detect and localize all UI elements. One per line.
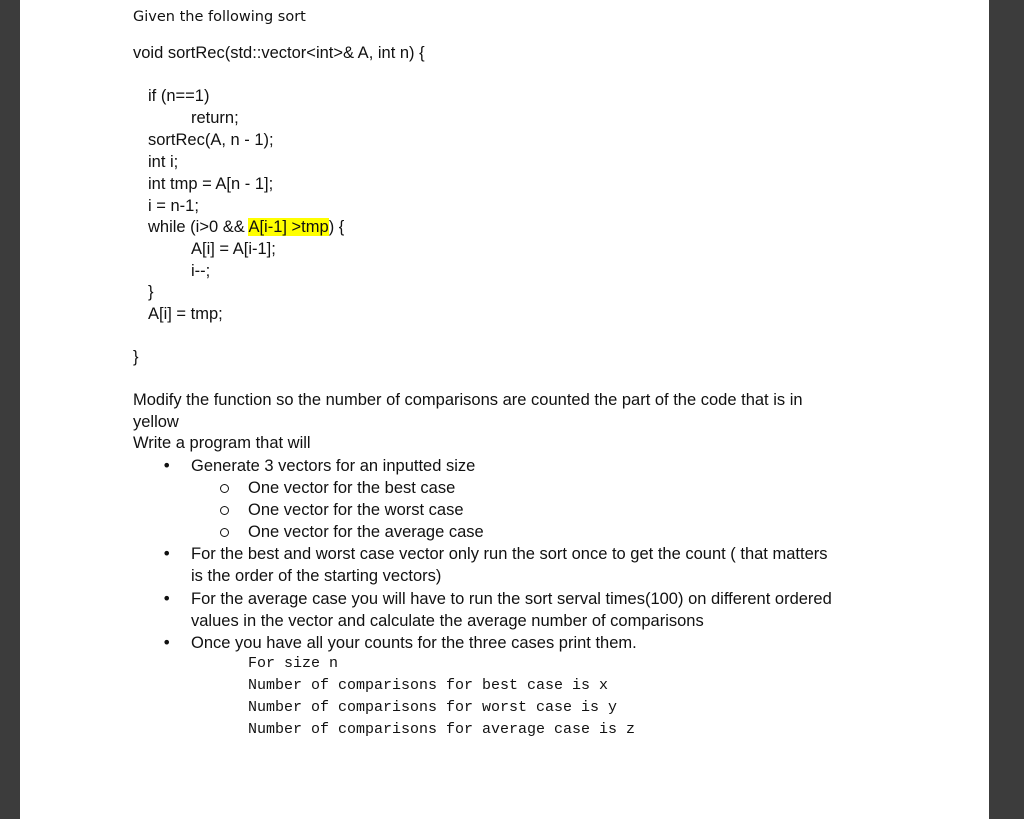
code-line-int-i: int i; — [148, 153, 179, 171]
sub-bullet-average-case: One vector for the average case — [248, 523, 484, 541]
while-suffix: ) { — [328, 218, 345, 236]
code-line-if: if (n==1) — [148, 87, 210, 105]
bullet-icon: • — [162, 589, 172, 608]
code-line-place: A[i] = tmp; — [148, 305, 223, 323]
code-line-return: return; — [191, 109, 239, 127]
output-average-case-line: Number of comparisons for average case is z — [248, 721, 636, 738]
bullet-print-counts: Once you have all your counts for the three cases print them. — [191, 634, 637, 652]
bullet-best-worst-line2: is the order of the starting vectors) — [191, 567, 442, 585]
page-header: Given the following sort — [133, 9, 306, 25]
modify-instruction-line2: yellow — [133, 413, 179, 431]
modify-instruction-line1: Modify the function so the number of comparisons are counted the part of the code that is in — [133, 391, 803, 409]
code-outer-close-brace: } — [133, 348, 139, 366]
bullet-generate-vectors: Generate 3 vectors for an inputted size — [191, 457, 476, 475]
bullet-best-worst-line1: For the best and worst case vector only run the sort once to get the count ( that matters — [191, 545, 828, 563]
output-best-case-line: Number of comparisons for best case is x — [248, 677, 609, 694]
code-line-i-assign: i = n-1; — [148, 197, 199, 215]
circle-bullet-icon — [220, 506, 229, 515]
highlighted-comparison: A[i-1] >tmp — [248, 218, 329, 236]
right-window-frame — [989, 0, 1024, 819]
code-line-tmp: int tmp = A[n - 1]; — [148, 175, 274, 193]
circle-bullet-icon — [220, 528, 229, 537]
bullet-average-line1: For the average case you will have to run the sort serval times(100) on different ordered — [191, 590, 832, 608]
document-page — [20, 0, 989, 819]
bullet-icon: • — [162, 544, 172, 563]
circle-bullet-icon — [220, 484, 229, 493]
code-line-shift: A[i] = A[i-1]; — [191, 240, 276, 258]
write-program-line: Write a program that will — [133, 434, 311, 452]
code-line-recurse: sortRec(A, n - 1); — [148, 131, 274, 149]
bullet-icon: • — [162, 456, 172, 475]
left-window-frame — [0, 0, 20, 819]
code-signature: void sortRec(std::vector<int>& A, int n) { — [133, 44, 425, 62]
code-inner-close-brace: } — [148, 283, 154, 301]
output-size-line: For size n — [248, 655, 339, 672]
while-prefix: while (i>0 && — [148, 218, 249, 236]
sub-bullet-best-case: One vector for the best case — [248, 479, 456, 497]
code-line-while — [148, 216, 344, 238]
output-worst-case-line: Number of comparisons for worst case is y — [248, 699, 618, 716]
sub-bullet-worst-case: One vector for the worst case — [248, 501, 464, 519]
code-line-decrement: i--; — [191, 262, 211, 280]
bullet-average-line2: values in the vector and calculate the average number of comparisons — [191, 612, 704, 630]
bullet-icon: • — [162, 633, 172, 652]
